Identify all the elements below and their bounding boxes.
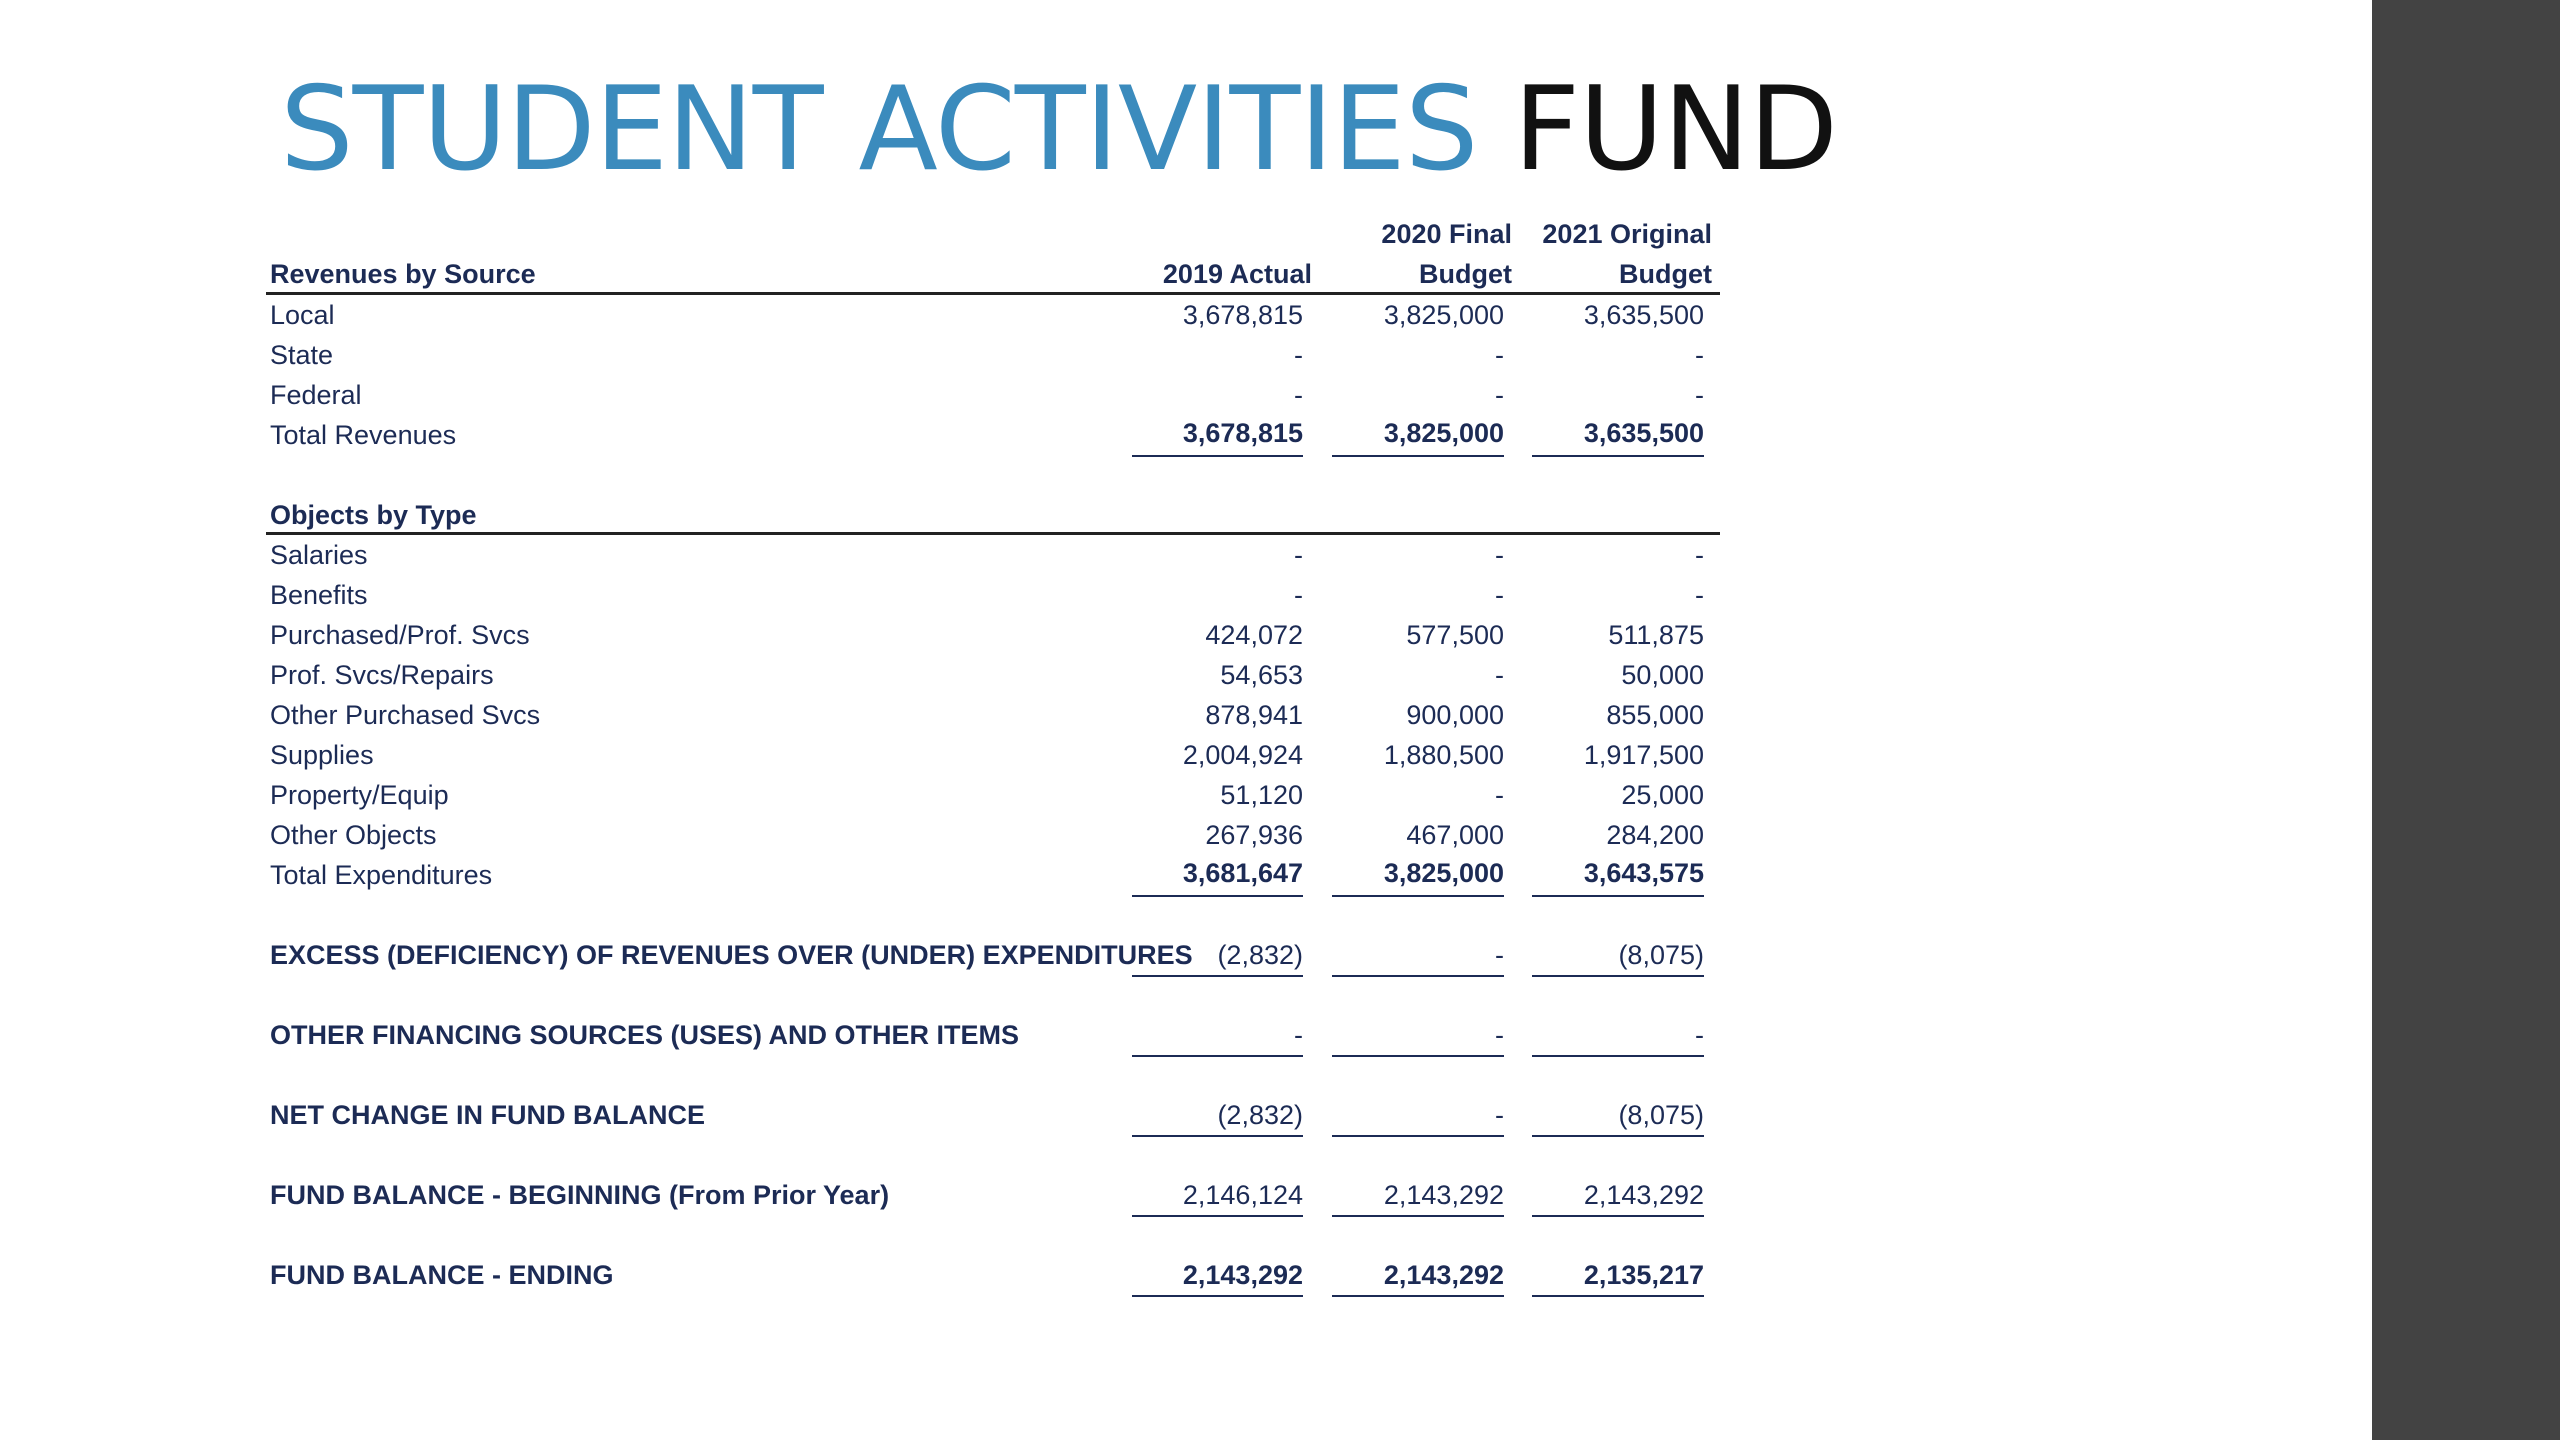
total-value-2019: 3,678,815 [1132,415,1303,457]
col2-header-line2: Budget [1419,259,1512,289]
row-value-2020: - [1495,540,1504,570]
row-value-2019: - [1294,540,1303,570]
right-sidebar-panel [2372,0,2560,1440]
row-value-2021: 50,000 [1621,660,1704,690]
row-value-2019: 3,678,815 [1182,300,1303,330]
row-label: EXCESS (DEFICIENCY) OF REVENUES OVER (UNDER) EXPENDITURES [270,940,1193,970]
row-value-2020: - [1332,1095,1504,1137]
title-part-1: STUDENT ACTIVITIES [280,62,1478,197]
row-value-2020: - [1332,935,1504,977]
row-label: Salaries [270,540,368,570]
row-value-2019: (2,832) [1132,1095,1303,1137]
row-label: FUND BALANCE - BEGINNING (From Prior Year) [270,1180,890,1210]
row-value-2021: (8,075) [1532,935,1704,977]
row-value-2021: 2,143,292 [1532,1175,1704,1217]
row-value-2021: 2,135,217 [1532,1255,1704,1297]
row-label: FUND BALANCE - ENDING [270,1260,614,1290]
total-value-2020: 3,825,000 [1332,855,1504,897]
total-value-2021: 3,643,575 [1532,855,1704,897]
row-label: Total Revenues [270,420,457,450]
row-value-2020: 2,143,292 [1332,1255,1504,1297]
row-label: Supplies [270,740,374,770]
row-value-2019: 2,004,924 [1182,740,1303,770]
row-value-2020: 900,000 [1406,700,1504,730]
row-value-2019: 51,120 [1220,780,1303,810]
row-value-2021: 284,200 [1606,820,1704,850]
row-value-2019: - [1294,580,1303,610]
title-part-2: FUND [1513,62,1838,197]
objects-section-header: Objects by Type [270,500,477,530]
total-value-2019: 3,681,647 [1132,855,1303,897]
row-value-2021: (8,075) [1532,1095,1704,1137]
row-label: NET CHANGE IN FUND BALANCE [270,1100,705,1130]
row-label: Prof. Svcs/Repairs [270,660,494,690]
row-value-2019: - [1294,340,1303,370]
total-value-2021: 3,635,500 [1532,415,1704,457]
row-value-2019: - [1132,1015,1303,1057]
row-label: Local [270,300,335,330]
row-value-2019: 2,143,292 [1132,1255,1303,1297]
row-value-2020: - [1495,340,1504,370]
row-label: Purchased/Prof. Svcs [270,620,530,650]
row-value-2020: 2,143,292 [1332,1175,1504,1217]
row-value-2019: (2,832) [1132,935,1303,977]
row-value-2020: 467,000 [1406,820,1504,850]
col3-header-line1: 2021 Original [1542,219,1712,249]
row-label: Property/Equip [270,780,449,810]
row-value-2021: - [1532,1015,1704,1057]
row-value-2021: - [1695,340,1704,370]
row-label: Benefits [270,580,368,610]
row-value-2019: 424,072 [1205,620,1303,650]
row-label: Other Objects [270,820,437,850]
row-value-2020: - [1495,380,1504,410]
revenues-section-header: Revenues by Source [270,259,536,289]
row-value-2020: - [1495,580,1504,610]
row-value-2021: 1,917,500 [1583,740,1704,770]
row-value-2021: 3,635,500 [1583,300,1704,330]
row-value-2019: 878,941 [1205,700,1303,730]
row-value-2019: 267,936 [1205,820,1303,850]
row-label: State [270,340,334,370]
row-label: OTHER FINANCING SOURCES (USES) AND OTHER ITEMS [270,1020,1020,1050]
row-value-2021: - [1695,580,1704,610]
row-value-2021: 855,000 [1606,700,1704,730]
row-value-2020: 3,825,000 [1383,300,1504,330]
row-value-2020: - [1495,780,1504,810]
row-label: Federal [270,380,362,410]
row-value-2021: 511,875 [1608,620,1704,650]
col3-header-line2: Budget [1619,259,1712,289]
row-value-2020: 1,880,500 [1383,740,1504,770]
row-value-2021: - [1695,540,1704,570]
row-label: Total Expenditures [270,860,493,890]
row-value-2019: 54,653 [1220,660,1303,690]
row-value-2021: 25,000 [1621,780,1704,810]
total-value-2020: 3,825,000 [1332,415,1504,457]
row-value-2019: 2,146,124 [1132,1175,1303,1217]
row-value-2021: - [1695,380,1704,410]
col2-header-line1: 2020 Final [1381,219,1512,249]
row-value-2020: 577,500 [1406,620,1504,650]
row-value-2020: - [1332,1015,1504,1057]
row-label: Other Purchased Svcs [270,700,541,730]
col1-header: 2019 Actual [1162,259,1312,289]
row-value-2020: - [1495,660,1504,690]
row-value-2019: - [1294,380,1303,410]
